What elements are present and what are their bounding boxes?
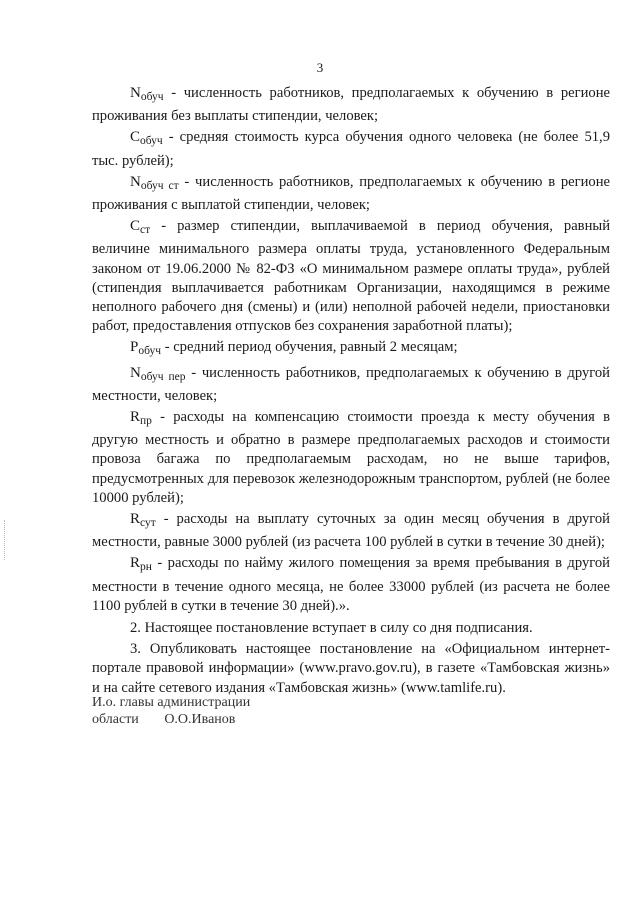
definition-item: [92, 84, 610, 126]
definition-text: - размер стипендии, выплачиваемой в период обучения, равный величине минимального размера оплаты труда, установленного Федеральным законом от 19.06.2000 № 82-ФЗ «О минимальном размере оплаты труда», рублей (стипендия выплачивается работникам Организации, находящимся в режиме неполного рабочего дня (смены) и (или) неполной рабочей недели, приостановки работ, предоставления отпусков без сохранения заработной платы);: [92, 218, 610, 335]
definition-item: [92, 217, 610, 336]
definition-item: [92, 364, 610, 406]
definition-text: - средний период обучения, равный 2 месяцам;: [161, 339, 458, 356]
signatory-title: И.о. главы администрации: [92, 695, 251, 710]
variable-symbol: $C_{ст}$: [130, 218, 151, 237]
page-number: 3: [316, 60, 324, 75]
signatory-name: О.О.Иванов: [164, 712, 236, 727]
definitions-list: [92, 84, 610, 616]
definition-item: [92, 408, 610, 508]
definition-text: - численность работников, предполагаемых к обучению в регионе проживания без выплаты стипендии, человек;: [92, 85, 610, 125]
definition-text: - численность работников, предполагаемых к обучению в регионе проживания с выплатой стипендии, человек;: [92, 173, 611, 214]
variable-symbol: $C_{обуч}$: [130, 129, 163, 148]
definition-item: [92, 554, 610, 616]
definition-text: - средняя стоимость курса обучения одного человека (не более 51,9 тыс. рублей);: [92, 129, 610, 169]
clause-2: 2. Настоящее постановление вступает в силу со дня подписания.: [130, 620, 533, 637]
margin-scan-mark: [4, 520, 7, 560]
definition-text: - расходы на выплату суточных за один месяц обучения в другой местности, равные 3000 рублей (из расчета 100 рублей в сутки в течение 30 дней);: [92, 511, 610, 551]
definition-item: [92, 173, 610, 215]
variable-symbol: $N_{обуч}$: [130, 85, 164, 103]
variable-symbol: $R_{пр}$: [130, 409, 152, 428]
definition-item: [92, 338, 610, 361]
definition-text: - численность работников, предполагаемых к обучению в другой местности, человек;: [92, 364, 610, 404]
variable-symbol: $N_{обуч пер}$: [130, 364, 186, 383]
variable-symbol: $R_{рн}$: [130, 555, 152, 574]
definition-text: - расходы по найму жилого помещения за время пребывания в другой местности в течение одного месяца, не более 33000 рублей (из расчета не более 1100 рублей в сутки в течение 30 дней).».: [92, 555, 610, 614]
clause-3: 3. Опубликовать настоящее постановление на «Официальном интернет-портале правовой информации» (www.pravo.gov.ru), в газете «Тамбовская жизнь» и на сайте сетевого издания «Тамбовская жизнь» (www.tamlife.ru).: [92, 641, 610, 696]
signatory-region: области: [92, 712, 139, 727]
document-body: [92, 84, 610, 700]
definition-item: [92, 128, 610, 170]
variable-symbol: $R_{сут}$: [130, 511, 156, 530]
definition-item: [92, 510, 610, 552]
signature-block: [92, 694, 250, 728]
variable-symbol: $N_{обуч ст}$: [130, 173, 179, 192]
variable-symbol: $P_{обуч}$: [130, 339, 162, 358]
definition-text: - расходы на компенсацию стоимости проезда к месту обучения в другую местность и обратно в размере предполагаемых расходов и стоимости провоза багажа по предполагаемым расходам, но не выше тарифов, предусмотренных для перевозок железнодорожным транспортом, рублей (не более 10000 рублей);: [92, 409, 610, 506]
